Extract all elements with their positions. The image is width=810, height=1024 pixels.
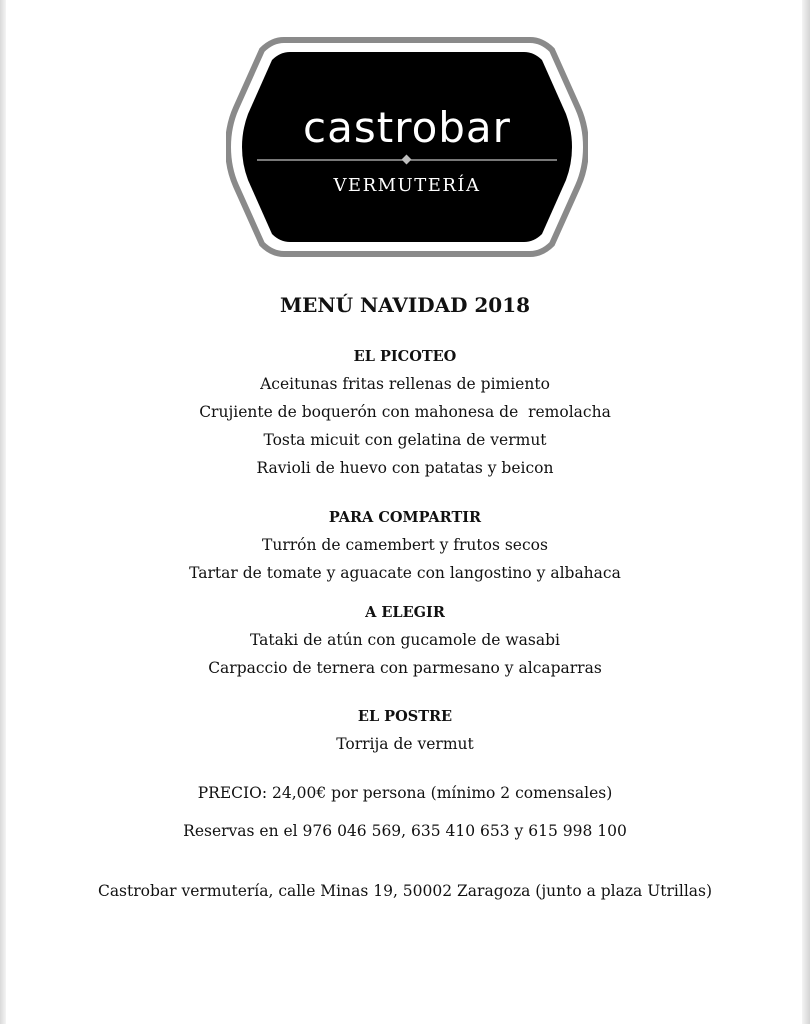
section-heading-picoteo: EL PICOTEO [353, 348, 457, 365]
menu-item: Tosta micuit con gelatina de vermut [263, 431, 547, 449]
section-heading-elegir: A ELEGIR [365, 604, 445, 621]
logo-name: castrobar [303, 103, 511, 152]
menu-item: Crujiente de boquerón con mahonesa de remolacha [199, 403, 611, 421]
logo-subtitle: VERMUTERÍA [333, 175, 481, 196]
castrobar-logo [226, 32, 588, 262]
menu-title: MENÚ NAVIDAD 2018 [279, 293, 531, 317]
address-line: Castrobar vermutería, calle Minas 19, 50002 Zaragoza (junto a plaza Utrillas) [97, 882, 713, 900]
menu-item: Tartar de tomate y aguacate con langostino y albahaca [189, 564, 621, 582]
menu-item: Ravioli de huevo con patatas y beicon [256, 459, 554, 477]
price-line: PRECIO: 24,00€ por persona (mínimo 2 comensales) [197, 784, 613, 802]
menu-item: Tataki de atún con gucamole de wasabi [250, 631, 560, 649]
menu-item: Torrija de vermut [336, 735, 474, 753]
reservations-line: Reservas en el 976 046 569, 635 410 653 y 615 998 100 [183, 822, 627, 840]
menu-item: Aceitunas fritas rellenas de pimiento [260, 375, 550, 393]
section-heading-postre: EL POSTRE [357, 708, 453, 725]
section-heading-compartir: PARA COMPARTIR [328, 509, 482, 526]
menu-item: Turrón de camembert y frutos secos [262, 536, 548, 554]
menu-item: Carpaccio de ternera con parmesano y alcaparras [208, 659, 602, 677]
